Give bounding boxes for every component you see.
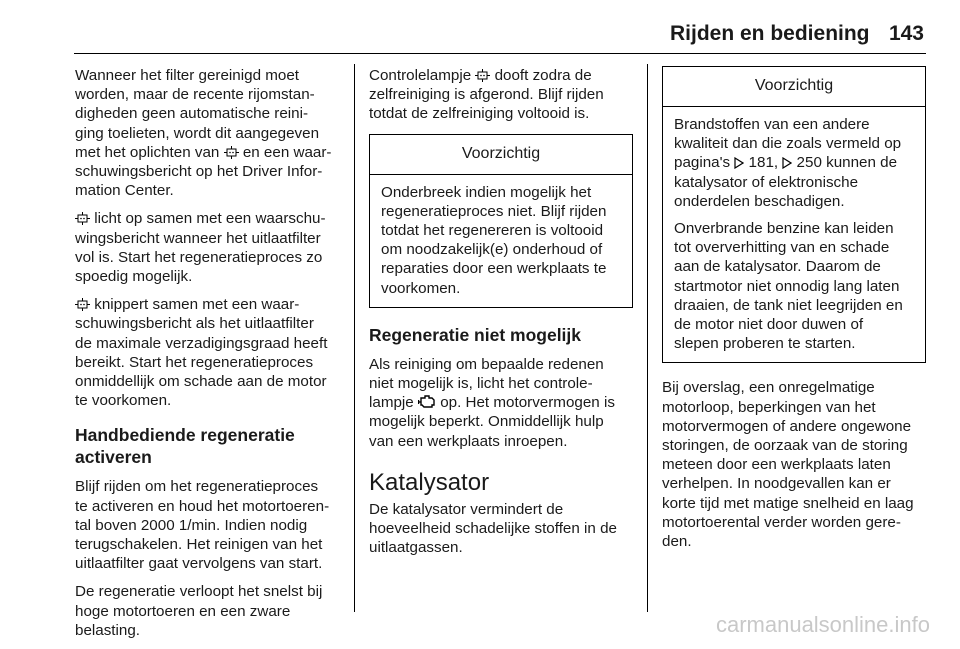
text-line: belasting. (75, 621, 141, 639)
text-line: slepen proberen te starten. (674, 335, 856, 353)
paragraph-filter-full (75, 209, 347, 286)
column-divider-2 (647, 64, 648, 612)
text-line: De regeneratie verloopt het snelst bij (75, 583, 323, 601)
text-line: reparaties door een werkplaats te (381, 260, 607, 278)
page-header (670, 22, 924, 52)
text-line: korte tijd met matige snelheid en laag (662, 494, 914, 512)
text-line: Wanneer het filter gereinigd moet (75, 67, 299, 84)
text-line: Onverbrande benzine kan leiden (674, 220, 894, 238)
text-fragment: knippert samen met een waar- (90, 296, 300, 314)
caution-body (370, 175, 632, 307)
text-fragment: lampje (369, 394, 418, 412)
text-line: activeren (75, 447, 152, 468)
text-line: hoeveelheid schadelijke stoffen in de (369, 520, 617, 538)
text-line: Handbediende regeneratie (75, 425, 295, 446)
column-1 (75, 66, 347, 649)
text-line (369, 393, 633, 412)
text-fragment: en een waar- (238, 143, 332, 161)
text-line: schuwingsbericht als het uitlaatfilter (75, 315, 314, 333)
particle-filter-icon (75, 298, 90, 311)
watermark: carmanualsonline.info (715, 612, 930, 637)
text-line: voorkomen. (381, 279, 461, 297)
text-line: De katalysator vermindert de (369, 500, 564, 518)
text-line: verhelpen. In noodgevallen kan er (662, 475, 891, 493)
text-line: niet mogelijk is, licht het controle- (369, 375, 593, 393)
text-line: motorloop, beperkingen van het (662, 398, 876, 416)
paragraph-lamp-off (369, 66, 633, 124)
text-line: bereikt. Start het regeneratieproces (75, 353, 314, 371)
text-line: te activeren en houd het motortoeren- (75, 497, 330, 515)
caution-title: Voorzichtig (663, 67, 925, 107)
text-line: den. (662, 533, 692, 551)
text-fragment: pagina's (674, 154, 735, 172)
text-line: Bij overslag, een onregelmatige (662, 379, 875, 397)
text-line: Onderbreek indien mogelijk het (381, 183, 592, 201)
paragraph-filter-cleaning (75, 66, 347, 200)
text-line: wingsbericht wanneer het uitlaatfilter (75, 229, 321, 247)
text-line: spoedig mogelijk. (75, 268, 193, 286)
section-heading-catalyst: Katalysator (369, 468, 490, 496)
text-line: totdat de zelfreiniging voltooid is. (369, 105, 590, 123)
text-line: hoge motortoeren en een zware (75, 602, 291, 620)
text-line: tot oververhitting van en schade (674, 239, 890, 257)
section-title: Rijden en bediening (670, 22, 870, 45)
page-number: 143 (888, 22, 924, 45)
text-line: worden, maar de recente rijomstan- (75, 86, 315, 104)
text-fragment: licht op samen met een waarschu- (90, 210, 326, 228)
text-line: van een werkplaats inroepen. (369, 432, 568, 450)
text-line (75, 295, 347, 314)
paragraph-catalyst (369, 500, 633, 558)
header-rule (74, 53, 926, 54)
text-line: uitlaatfilter gaat vervolgens van start. (75, 555, 323, 573)
text-line: schuwingsbericht op het Driver Infor- (75, 163, 323, 181)
text-line: vol is. Start het regeneratieproces zo (75, 248, 323, 266)
text-line: onderdelen beschadigen. (674, 192, 845, 210)
caution-paragraph-unburned-fuel (674, 219, 915, 353)
subheading-regeneration-impossible: Regeneratie niet mogelijk (369, 324, 582, 345)
engine-check-icon (418, 394, 436, 409)
text-line: de motor niet door duwen of (674, 316, 864, 334)
text-fragment: 250 kunnen de (792, 154, 898, 172)
text-fragment: op. Het motorvermogen is (435, 394, 615, 412)
paragraph-regeneration-speed (75, 582, 347, 640)
text-fragment: Controlelampje (369, 67, 476, 84)
subheading-manual-regeneration (75, 424, 347, 468)
paragraph-activate-regeneration (75, 477, 347, 573)
text-line (75, 143, 347, 162)
text-line: motorvermogen of andere ongewone (662, 417, 912, 435)
text-line: regeneratieproces niet. Blijf rijden (381, 202, 607, 220)
text-line: te voorkomen. (75, 392, 172, 410)
text-line: Als reiniging om bepaalde redenen (369, 355, 604, 373)
column-3 (662, 66, 926, 560)
text-line: katalysator of elektronische (674, 173, 859, 191)
text-fragment: 181, (744, 154, 783, 172)
text-line: zelfreiniging is afgerond. Blijf rijden (369, 86, 604, 104)
text-line: Blijf rijden om het regeneratieproces (75, 478, 319, 496)
page-reference-triangle-icon (734, 157, 744, 169)
text-fragment: met het oplichten van (75, 143, 224, 161)
particle-filter-icon (75, 212, 90, 225)
text-line: draaien, de tank niet leegrijden en (674, 296, 903, 314)
text-fragment: dooft zodra de (490, 67, 592, 84)
column-2 (369, 66, 633, 566)
caution-body (663, 107, 925, 362)
text-line: motortoerental verder worden gere- (662, 513, 901, 531)
text-line: tal boven 2000 1/min. Indien nodig (75, 516, 308, 534)
text-line: meteen door een werkplaats laten (662, 456, 891, 474)
paragraph-filter-saturation (75, 295, 347, 410)
caution-box (662, 66, 926, 363)
text-line: terugschakelen. Het reinigen van het (75, 536, 323, 554)
text-line: Brandstoffen van een andere (674, 116, 870, 133)
text-line: ging toelieten, wordt dit aangegeven (75, 124, 320, 142)
text-line (75, 209, 347, 228)
text-line: kwaliteit dan die zoals vermeld op (674, 135, 902, 153)
caution-paragraph-fuel (674, 115, 915, 211)
text-line: storingen, de oorzaak van de storing (662, 437, 908, 455)
text-line (674, 153, 915, 172)
text-line: aan de katalysator. Daarom de (674, 258, 881, 276)
text-line: om noodzakelijk(e) onderhoud of (381, 241, 603, 259)
column-divider-1 (354, 64, 355, 612)
text-line: onmiddellijk om schade aan de motor (75, 373, 327, 391)
text-line: de maximale verzadigingsgraad heeft (75, 334, 328, 352)
text-line: uitlaatgassen. (369, 539, 463, 557)
particle-filter-icon (224, 146, 239, 159)
text-line: mogelijk beperkt. Onmiddellijk hulp (369, 413, 604, 431)
paragraph-misfire (662, 378, 926, 551)
text-line (369, 66, 633, 85)
text-line: digheden geen automatische reini- (75, 105, 309, 123)
caution-title: Voorzichtig (370, 135, 632, 175)
paragraph-regeneration-impossible (369, 355, 633, 451)
text-line: startmotor niet onnodig lang laten (674, 277, 900, 295)
page-reference-triangle-icon (782, 157, 792, 169)
text-line: totdat het regenereren is voltooid (381, 222, 604, 240)
text-line: mation Center. (75, 182, 174, 200)
caution-box (369, 134, 633, 308)
particle-filter-icon (475, 69, 490, 82)
